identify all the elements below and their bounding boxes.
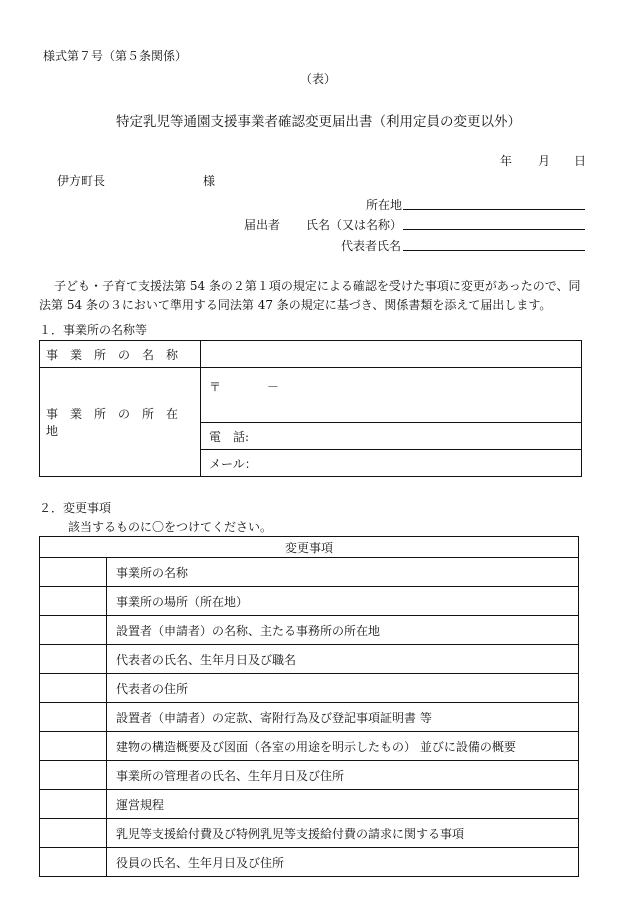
table-row bbox=[40, 558, 579, 587]
facility-name-field[interactable] bbox=[201, 341, 582, 368]
table-row bbox=[40, 790, 579, 819]
change-item-label: 代表者の氏名、生年月日及び職名 bbox=[107, 645, 579, 674]
change-items-header: 変更事項 bbox=[40, 537, 579, 558]
mark-cell[interactable] bbox=[40, 790, 107, 819]
change-item-label: 事業所の場所（所在地） bbox=[107, 587, 579, 616]
page-title: 特定乳児等通園支援事業者確認変更届出書（利用定員の変更以外） bbox=[116, 114, 521, 130]
facility-table bbox=[39, 340, 582, 477]
date-day: 日 bbox=[574, 154, 587, 168]
table-row bbox=[40, 703, 579, 732]
notifier-label: 届出者 bbox=[244, 218, 281, 232]
table-row bbox=[40, 819, 579, 848]
change-item-label: 建物の構造概要及び図面（各室の用途を明示したもの） 並びに設備の概要 bbox=[107, 732, 579, 761]
postal-mark: 〒 bbox=[209, 380, 222, 394]
mark-cell[interactable] bbox=[40, 616, 107, 645]
change-item-label: 代表者の住所 bbox=[107, 674, 579, 703]
address-label: 所在地 bbox=[366, 198, 403, 212]
facility-location-label: 事 業 所 の 所 在 地 bbox=[40, 368, 201, 477]
change-item-label: 事業所の管理者の氏名、生年月日及び住所 bbox=[107, 761, 579, 790]
body-text-line1: 子ども・子育て支援法第 54 条の２第１項の規定による確認を受けた事項に変更があったので、同 bbox=[54, 279, 581, 293]
change-item-label: 設置者（申請者）の名称、主たる事務所の所在地 bbox=[107, 616, 579, 645]
table-row bbox=[40, 674, 579, 703]
change-item-label: 設置者（申請者）の定款、寄附行為及び登記事項証明書 等 bbox=[107, 703, 579, 732]
phone-field[interactable]: 電 話: bbox=[201, 423, 582, 450]
representative-label: 代表者氏名 bbox=[341, 239, 402, 253]
representative-line[interactable] bbox=[403, 250, 585, 251]
section1-heading: １．事業所の名称等 bbox=[39, 323, 148, 337]
name-label: 氏名（又は名称） bbox=[306, 218, 403, 232]
table-row bbox=[40, 587, 579, 616]
mark-cell[interactable] bbox=[40, 645, 107, 674]
date-month: 月 bbox=[538, 154, 551, 168]
table-row bbox=[40, 848, 579, 877]
mark-cell[interactable] bbox=[40, 558, 107, 587]
body-text-line2: 法第 54 条の３において準用する同法第 47 条の規定に基づき、関係書類を添えて届出します。 bbox=[39, 298, 552, 312]
change-items-table bbox=[39, 536, 579, 877]
section2-instruction: 該当するものに〇をつけてください。 bbox=[68, 520, 273, 534]
mark-cell[interactable] bbox=[40, 674, 107, 703]
mark-cell[interactable] bbox=[40, 703, 107, 732]
postal-field[interactable] bbox=[201, 368, 582, 423]
mark-cell[interactable] bbox=[40, 761, 107, 790]
side-label: （表） bbox=[300, 72, 337, 86]
facility-name-label: 事 業 所 の 名 称 bbox=[40, 341, 201, 368]
address-line[interactable] bbox=[403, 209, 585, 210]
change-item-label: 運営規程 bbox=[107, 790, 579, 819]
section2-heading: ２．変更事項 bbox=[39, 501, 112, 515]
addressee-honorific: 様 bbox=[203, 174, 216, 188]
postal-dash: － bbox=[266, 380, 279, 394]
date-year: 年 bbox=[500, 154, 513, 168]
change-item-label: 乳児等支援給付費及び特例乳児等支援給付費の請求に関する事項 bbox=[107, 819, 579, 848]
addressee-name: 伊方町長 bbox=[57, 174, 106, 188]
change-item-label: 事業所の名称 bbox=[107, 558, 579, 587]
mark-cell[interactable] bbox=[40, 848, 107, 877]
mark-cell[interactable] bbox=[40, 587, 107, 616]
email-field[interactable]: メール： bbox=[201, 450, 582, 477]
mark-cell[interactable] bbox=[40, 732, 107, 761]
mark-cell[interactable] bbox=[40, 819, 107, 848]
name-line[interactable] bbox=[403, 229, 585, 230]
table-row bbox=[40, 732, 579, 761]
change-item-label: 役員の氏名、生年月日及び住所 bbox=[107, 848, 579, 877]
table-row bbox=[40, 616, 579, 645]
form-number: 様式第７号（第５条関係） bbox=[43, 49, 188, 63]
table-row bbox=[40, 761, 579, 790]
table-row bbox=[40, 645, 579, 674]
